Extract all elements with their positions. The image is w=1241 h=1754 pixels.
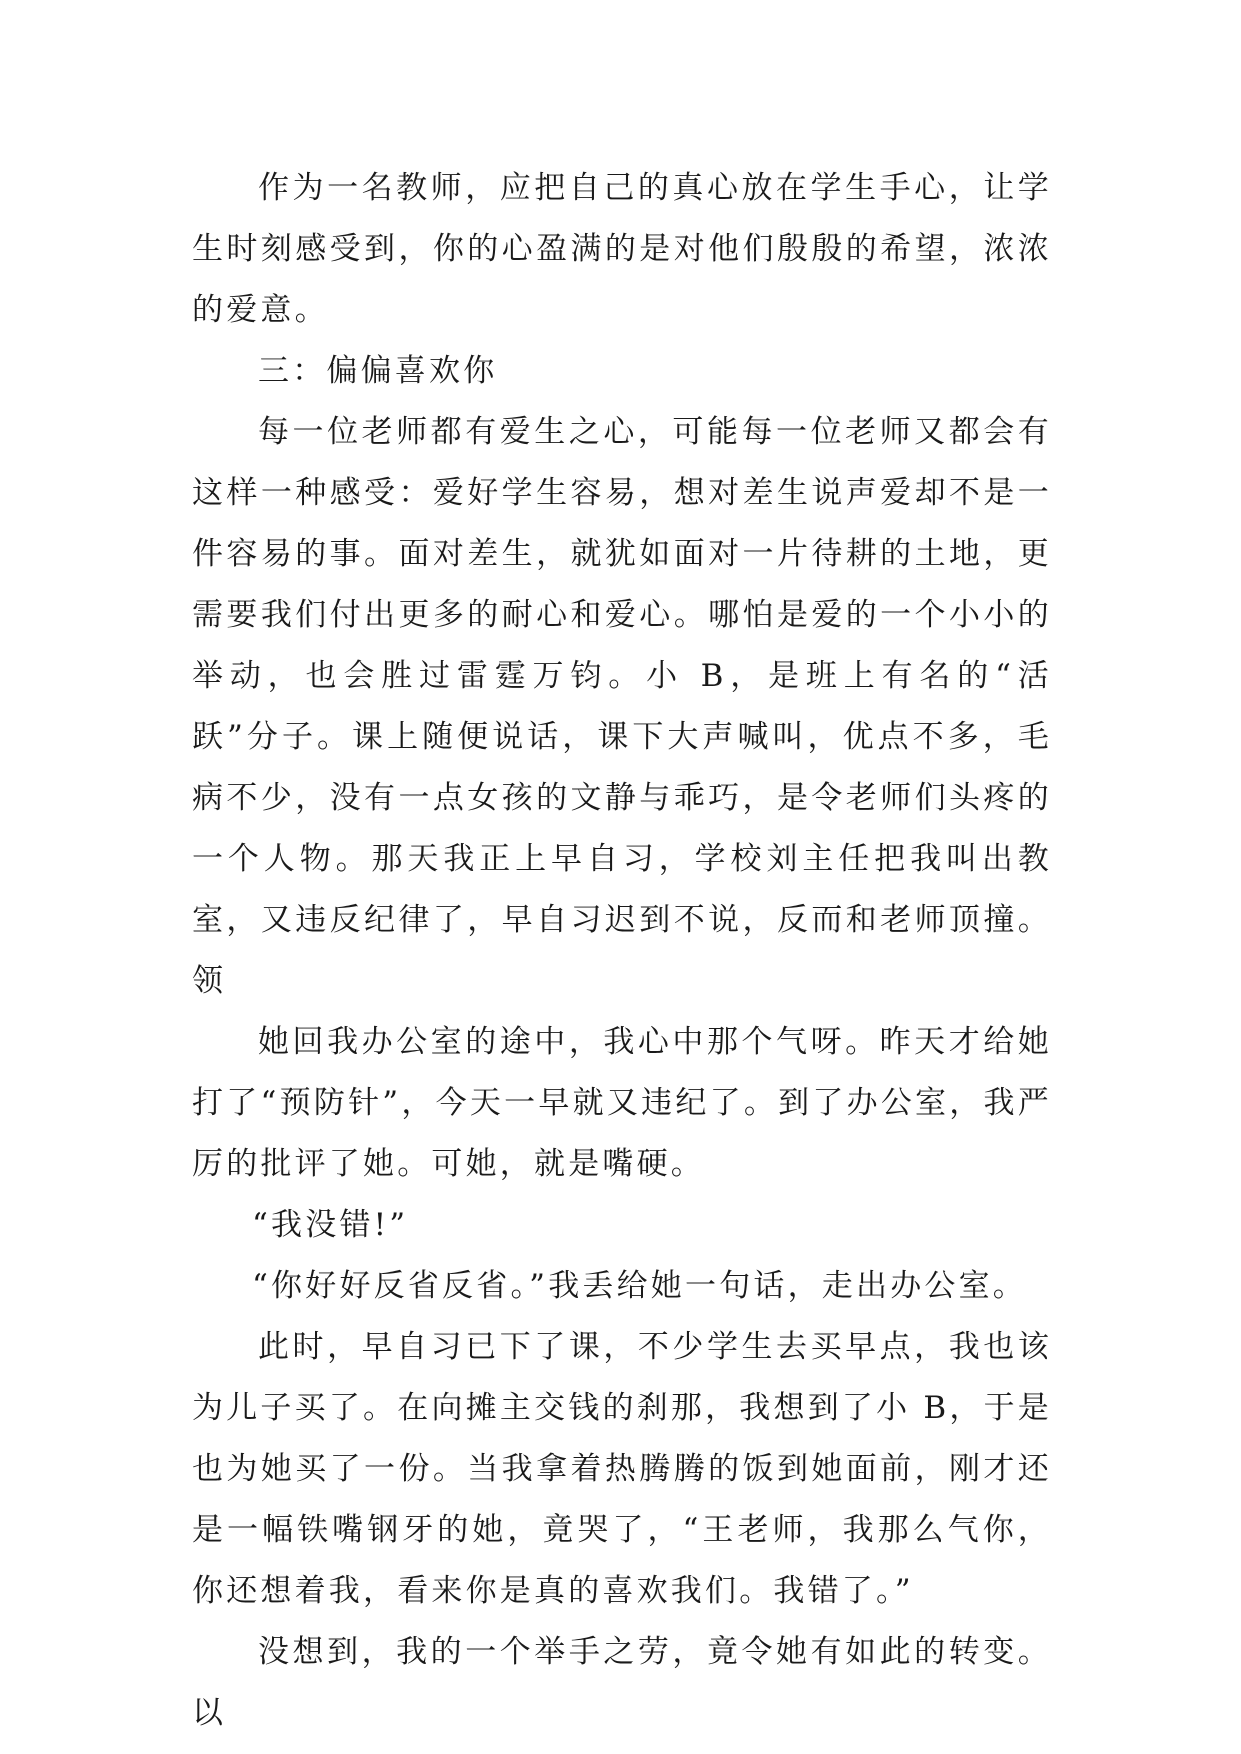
quote-teacher: “你好好反省反省。”我丢给她一句话，走出办公室。	[252, 1268, 1027, 1304]
paragraph-story: 每一位老师都有爱生之心，可能每一位老师又都会有这样一种感受：爱好学生容易，想对差生说声爱却不是一件容易的事。面对差生，就犹如面对一片待耕的土地，更需要我们付出更多的耐心和爱心。哪怕是爱的一个小小的举动，也会胜过雷霆万钧。小 B，是班上有名的“活跃”分子。课上随便说话，课下大声喊叫，优点不多，毛病不少，没有一点女孩的文静与乖巧，是令老师们头疼的一个人物。那天我正上早自习，学校刘主任把我叫出教室，又违反纪律了，早自习迟到不说，反而和老师顶撞。领	[192, 414, 1052, 999]
section-heading: 三：偏偏喜欢你	[258, 353, 498, 389]
paragraph-breakfast: 此时，早自习已下了课，不少学生去买早点，我也该为儿子买了。在向摊主交钱的刹那，我想到了小 B，于是也为她买了一份。当我拿着热腾腾的饭到她面前，刚才还是一幅铁嘴钢牙的她，竟哭了，“王老师，我那么气你，你还想着我，看来你是真的喜欢我们。我错了。”	[192, 1329, 1052, 1609]
paragraph-intro: 作为一名教师，应把自己的真心放在学生手心，让学生时刻感受到，你的心盈满的是对他们殷殷的希望，浓浓的爱意。	[192, 170, 1052, 328]
paragraph-conclusion: 没想到，我的一个举手之劳，竟令她有如此的转变。以	[192, 1634, 1052, 1731]
quote-student: “我没错!”	[252, 1207, 409, 1243]
paragraph-office: 她回我办公室的途中，我心中那个气呀。昨天才给她打了“预防针”，今天一早就又违纪了。到了办公室，我严厉的批评了她。可她，就是嘴硬。	[192, 1024, 1052, 1182]
document-body	[192, 158, 1052, 1744]
